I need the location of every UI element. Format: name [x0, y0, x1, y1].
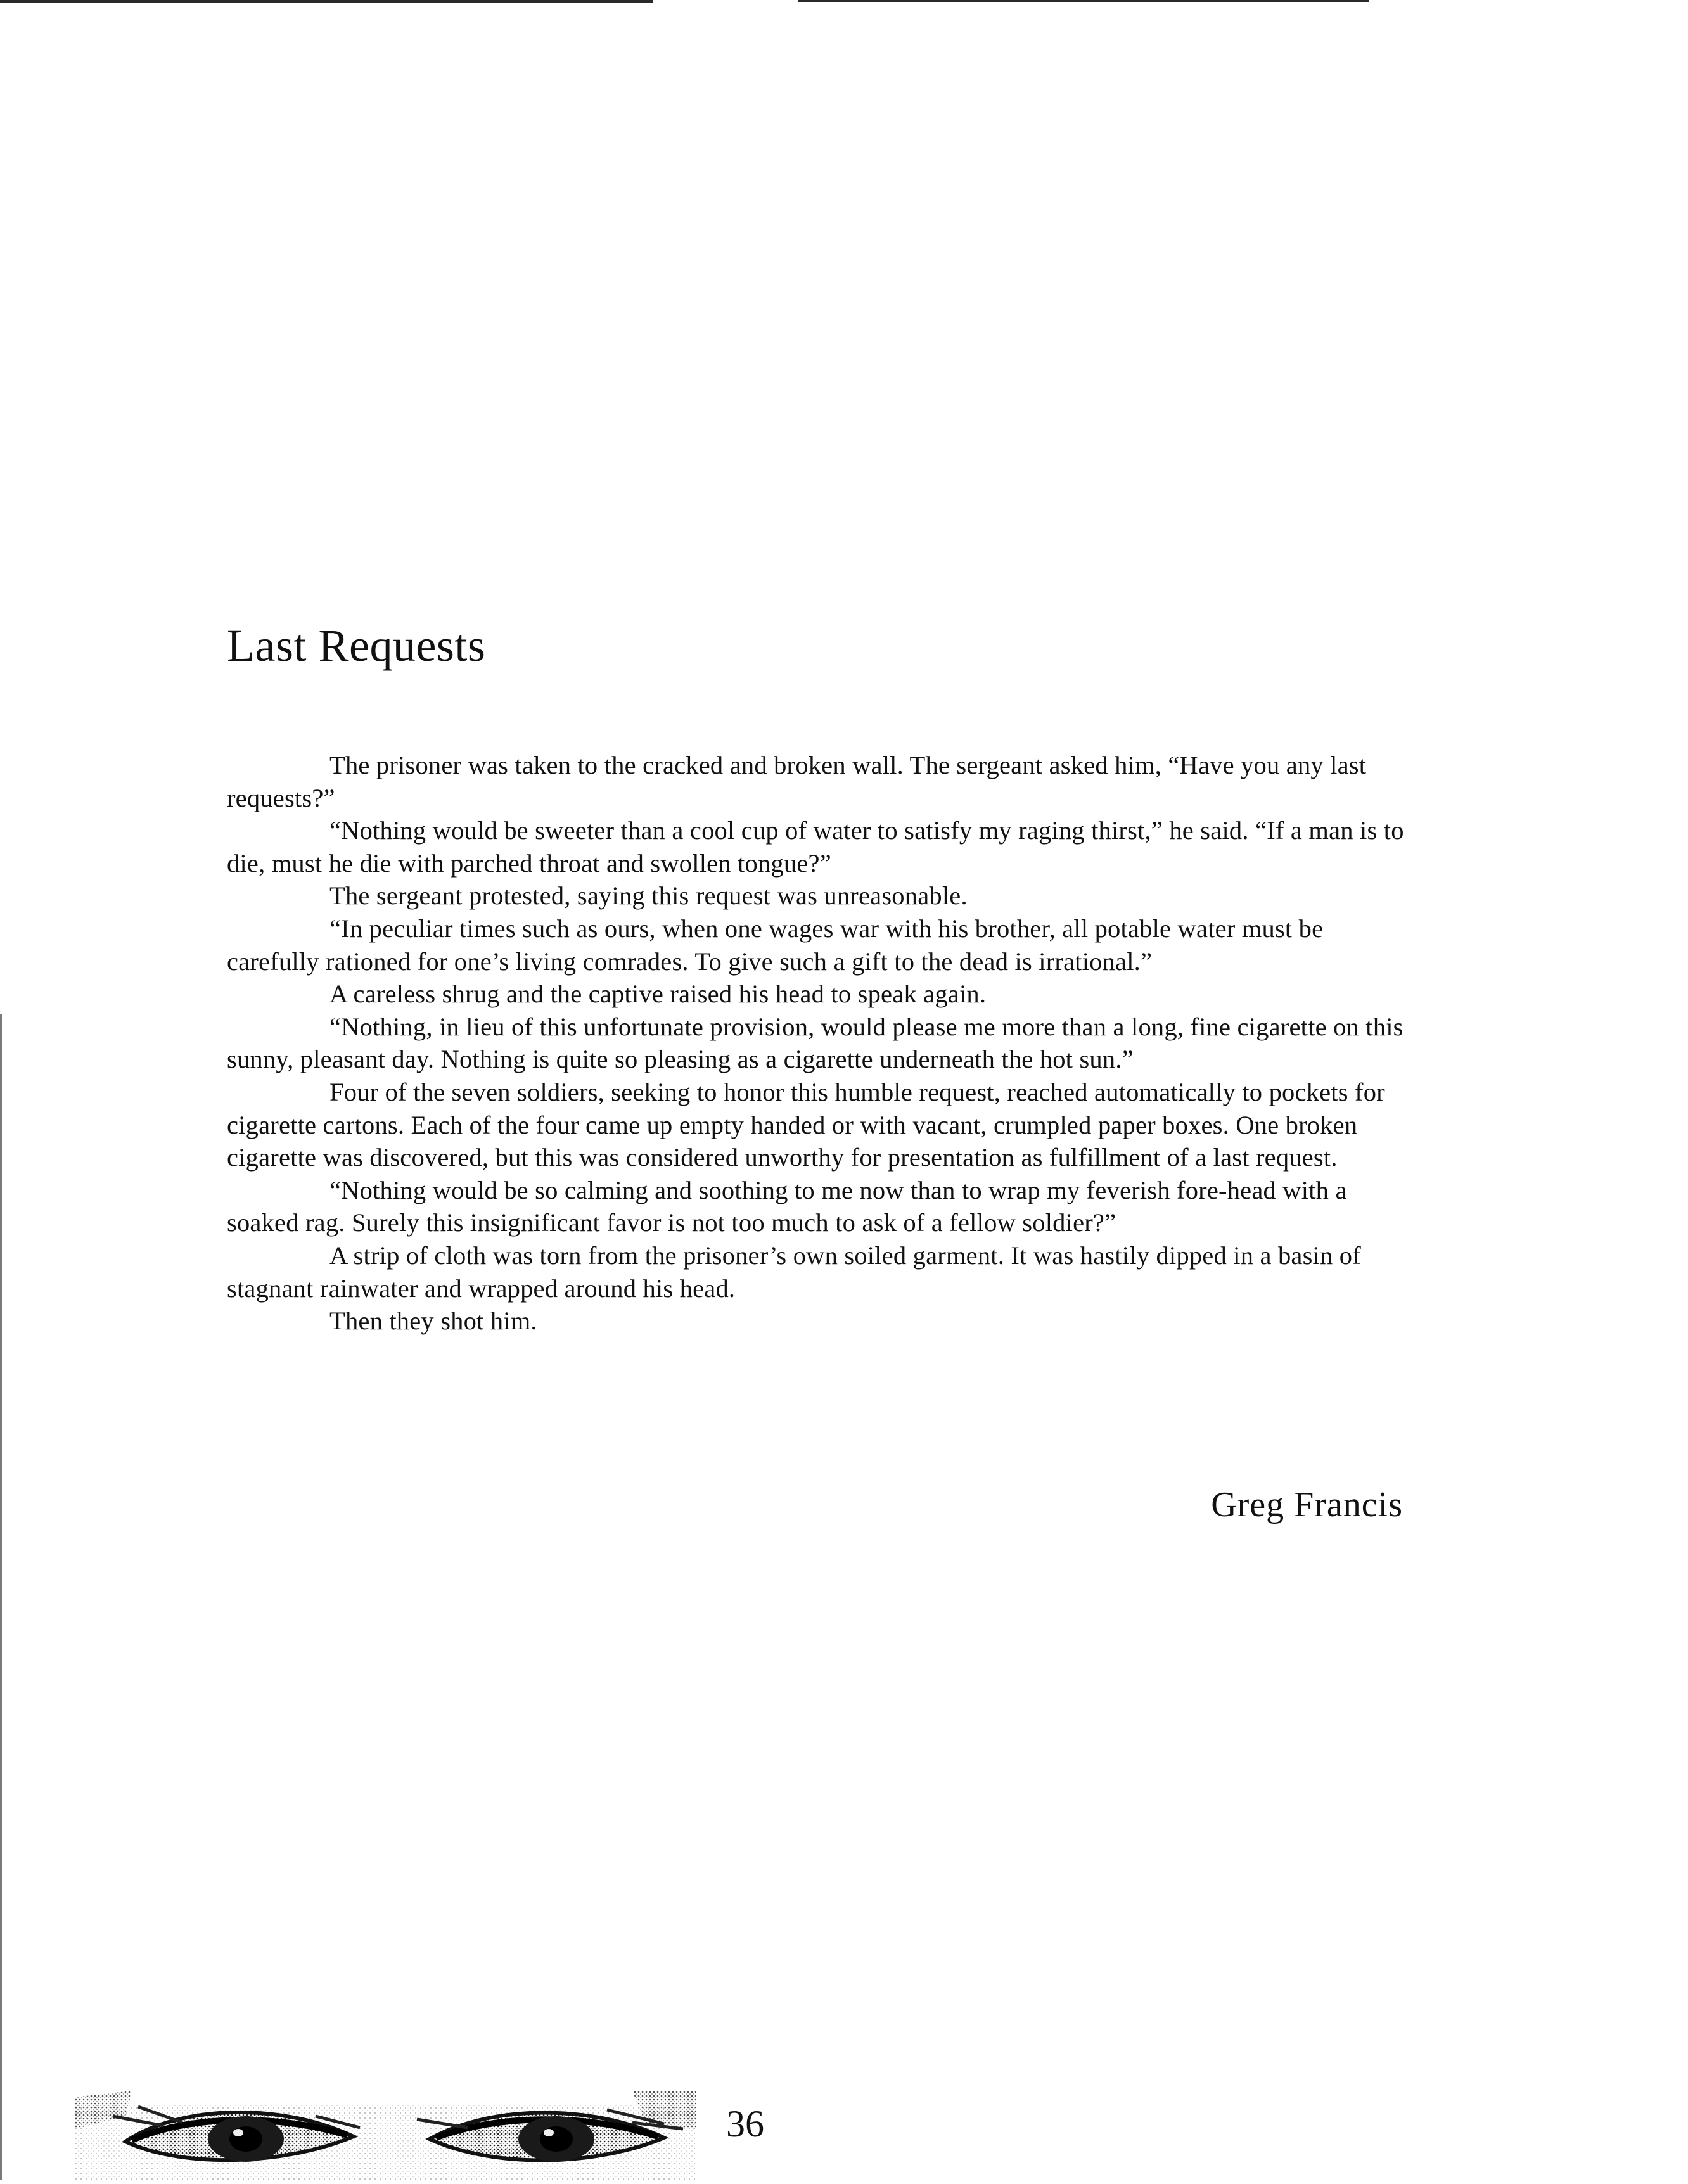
story-paragraph: “Nothing would be sweeter than a cool cup of water to satisfy my raging thirst,” he said. “If a man is to die, must he die with parched throat and swollen tongue?” — [227, 816, 1404, 878]
top-edge-rule-right — [798, 0, 1369, 2]
story-body — [227, 749, 1405, 1338]
story-paragraph: The sergeant protested, saying this request was unreasonable. — [329, 881, 968, 910]
story-paragraph: Then they shot him. — [329, 1306, 537, 1336]
story-paragraph: A strip of cloth was torn from the prisoner’s own soiled garment. It was hastily dipped in a basin of stagnant rainwater and wrapped around his head. — [227, 1241, 1361, 1303]
author-byline: Greg Francis — [1211, 1485, 1403, 1524]
story-paragraph: A careless shrug and the captive raised his head to speak again. — [329, 980, 987, 1009]
story-paragraph: “Nothing would be so calming and soothing to me now than to wrap my feverish fore-head with a soaked rag. Surely this insignificant favor is not too much to ask of a fellow soldier?” — [227, 1175, 1347, 1237]
eyes-illustration — [75, 2091, 696, 2180]
story-paragraph: “In peculiar times such as ours, when one wages war with his brother, all potable water must be carefully rationed for one’s living comrades. To give such a gift to the dead is irrational.” — [227, 914, 1324, 976]
story-paragraph: “Nothing, in lieu of this unfortunate provision, would please me more than a long, fine cigarette on this sunny, pleasant day. Nothing is quite so pleasing as a cigarette underneath the hot sun.” — [227, 1012, 1403, 1074]
story-paragraph: Four of the seven soldiers, seeking to honor this humble request, reached automatically to pockets for cigarette cartons. Each of the four came up empty handed or with vacant, crumpled paper boxes. One broken cigarette was discovered, but this was considered unworthy for presentation as fulfillment of a last request. — [227, 1077, 1385, 1172]
top-edge-rule — [0, 0, 653, 3]
story-title: Last Requests — [227, 620, 486, 671]
page-number: 36 — [726, 2103, 764, 2145]
story-paragraph: The prisoner was taken to the cracked and broken wall. The sergeant asked him, “Have you any last requests?” — [227, 751, 1367, 812]
page-edge-shadow — [0, 1014, 2, 2180]
